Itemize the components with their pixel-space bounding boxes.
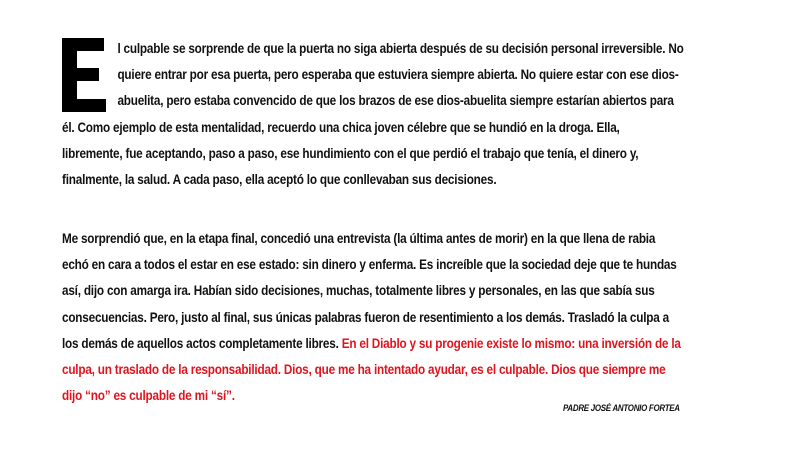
paragraph-line-mixed	[62, 330, 761, 356]
paragraph-line: abuelita, pero estaba convencido de que los brazos de ese dios-abuelita siempre estarían abiertos para	[117, 92, 674, 109]
paragraph-line: él. Como ejemplo de esta mentalidad, recuerdo una chica joven célebre que se hundió en la droga. Ella,	[62, 118, 620, 135]
paragraph-line: quiere entrar por esa puerta, pero esperaba que estuviera siempre abierta. No quiere estar con ese dios-	[117, 66, 679, 83]
highlighted-line: culpa, un traslado de la responsabilidad. Dios, que me ha intentado ayudar, es el culpable. Dios que siempre me	[62, 361, 666, 378]
highlighted-text: En el Diablo y su progenie existe lo mismo: una inversión de la	[341, 334, 681, 351]
paragraph-line: Me sorprendió que, en la etapa final, concedió una entrevista (la última antes de morir) en la que llena de rabia	[62, 230, 656, 246]
paragraph-line: echó en cara a todos el estar en ese estado: sin dinero y enferma. Es increíble que la sociedad deje que te hundas	[62, 256, 677, 273]
paragraph-text: los demás de aquellos actos completamente libres.	[62, 334, 342, 351]
paragraph-line: finalmente, la salud. A cada paso, ella aceptó lo que conllevaban sus decisiones.	[62, 171, 497, 188]
paragraph-1	[62, 35, 761, 192]
highlighted-line: dijo “no” es culpable de mi “sí”.	[62, 387, 235, 404]
paragraph-2	[62, 225, 761, 408]
author-signature: PADRE JOSÉ ANTONIO FORTEA	[563, 403, 680, 413]
paragraph-line: l culpable se sorprende de que la puerta no siga abierta después de su decisión personal irreversible. No	[117, 40, 684, 56]
paragraph-line: libremente, fue aceptando, paso a paso, ese hundimiento con el que perdió el trabajo que tenía, el dinero y,	[62, 144, 639, 161]
paragraph-line: así, dijo con amarga ira. Habían sido decisiones, muchas, totalmente libres y personales, en las que sabía sus	[62, 282, 655, 299]
paragraph-line: consecuencias. Pero, justo al final, sus únicas palabras fueron de resentimiento a los demás. Trasladó la culpa a	[62, 308, 669, 325]
